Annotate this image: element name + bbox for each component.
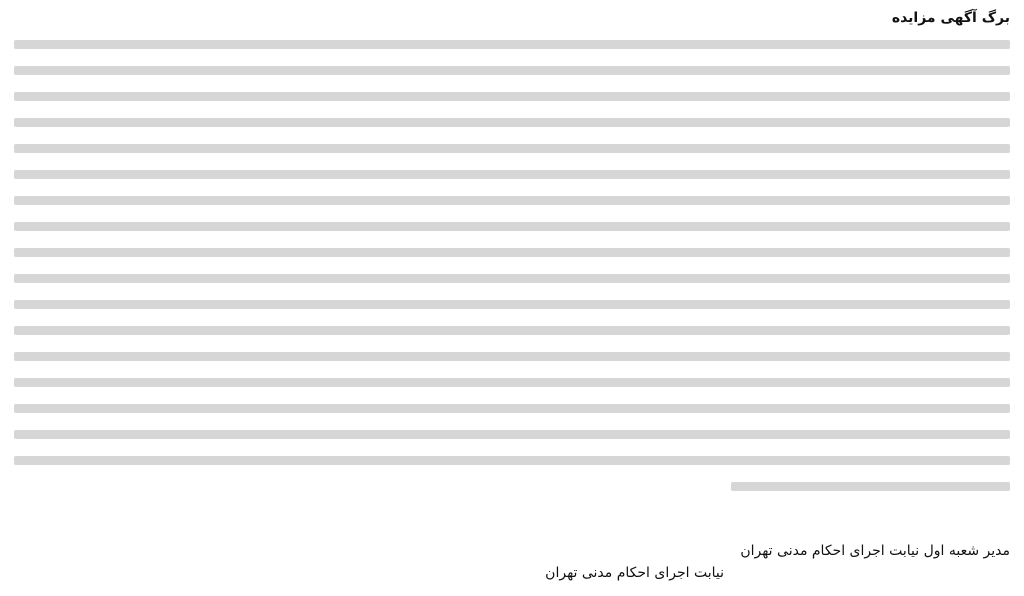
- notice-body-placeholder: [14, 40, 1010, 525]
- notice-title: برگ آگهی مزایده: [891, 10, 1010, 26]
- body-line: [14, 300, 1010, 309]
- body-line: [14, 378, 1010, 387]
- body-line: [14, 118, 1010, 127]
- body-line: [14, 66, 1010, 75]
- body-line: [14, 274, 1010, 283]
- body-line: [14, 456, 1010, 465]
- body-line: [731, 482, 1010, 491]
- body-line: [14, 196, 1010, 205]
- body-line: [14, 92, 1010, 101]
- signature-line-1: مدیر شعبه اول نیابت اجرای احکام مدنی تهران: [740, 543, 1010, 559]
- body-line: [14, 326, 1010, 335]
- body-line: [14, 404, 1010, 413]
- body-line: [14, 248, 1010, 257]
- body-line: [14, 144, 1010, 153]
- body-line: [14, 40, 1010, 49]
- body-line: [14, 170, 1010, 179]
- body-line: [14, 430, 1010, 439]
- signature-line-2: نیابت اجرای احکام مدنی تهران: [545, 565, 724, 581]
- body-line: [14, 352, 1010, 361]
- body-line: [14, 222, 1010, 231]
